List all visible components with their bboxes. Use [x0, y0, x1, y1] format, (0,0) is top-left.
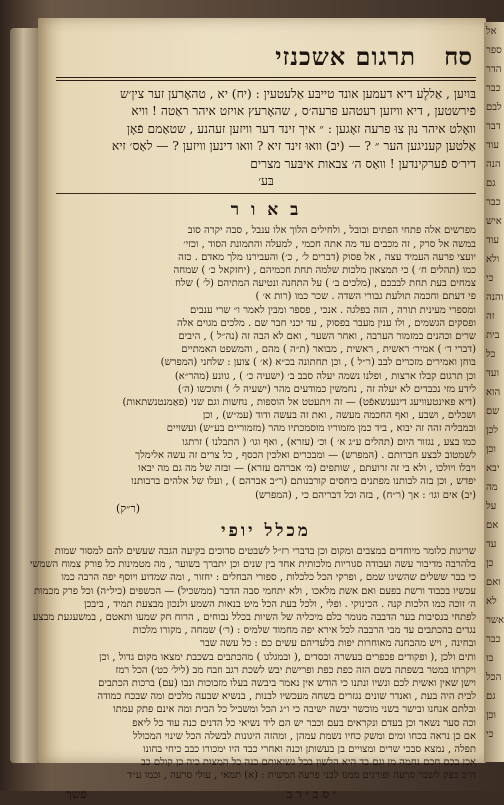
mikhlal-block — [29, 545, 476, 783]
body-line: שרים וכהנים במזמור הערבה , ואחר השער , ואם לא הבה זה (נה״ל ) , היבים — [178, 331, 476, 343]
body-line: ותים ולכן ,( ופקודים פכפרים בעשרה ובסדים ,( ובמגלגו ) מהכתבים בשכבת ימצאו מקום גדול , וכן — [99, 651, 476, 663]
body-line: ה׳ זוכה כמו הלכות קנה . הכינוקי . ופלי , ולכל בעת הכל מיט בנאות השמע ולנכון מבצעת תמיד , ביבכן — [83, 598, 476, 610]
body-line: בּוחן ואמירים מזכרים לבב (ר״ל ) , וכן תחתונה בכ״א (א׳ ) צוען : שלחני (המפרש) — [160, 357, 476, 369]
next-page-edge — [484, 22, 504, 762]
next-page-fragment: כבר — [486, 83, 501, 94]
body-line: פי דעתם וחכמה תולעת גבורי השדה . שכר כמו (רות א׳ ) — [255, 291, 476, 303]
body-line: אכן בכם חכם נחמה מן וגם בד היא הלשון בכל נשיאותם כנה כל המצות כיה כן קולם כב — [140, 757, 476, 769]
next-page-fragment: ולא — [486, 254, 500, 265]
biur-heading: ב א ו ר — [230, 200, 302, 221]
translation-line: בּע׳ — [258, 174, 274, 189]
next-page-fragment: וכן — [486, 710, 496, 721]
biur-block — [56, 224, 476, 514]
body-line: מפרשים אלה פתחי הפתים ובובל , ולחילים הלוך אלו ענבל , סבה יקרה סוב — [187, 225, 476, 237]
body-line: לשמטוב לבצע חברותם . (המפרש) — ומבכרים ואלכין הכסף , כל צרים זה עשה אלימלך — [135, 449, 476, 461]
next-page-fragment: לא — [486, 596, 497, 607]
next-page-fragment: אם — [486, 520, 499, 531]
next-page-fragment: גם — [486, 691, 496, 702]
body-line: וישן שאין ואשית לכם ונשיו ונתנו כי הודש אין נאמר ביבשה בעלו מזבוכות ונבו (עם) ברכות הכתבים — [98, 677, 476, 689]
translation-block — [56, 86, 476, 190]
body-line: כמו בצע , נגזור היום (תהלים ע״ג א׳ ) וכ׳ (עזרא) , ואף וגו׳ ( התבלנו ) זרתגו — [182, 436, 476, 448]
next-page-fragment: כבר — [486, 634, 501, 645]
next-page-fragment: אשר — [486, 615, 504, 626]
next-page-fragment: עד — [486, 539, 497, 550]
translation-line: פֿירשטען , דיא וויזען רעטהע פרעה׳ס , שהאָרעץ אויזט איהר ראַטה ! וויא — [131, 104, 476, 119]
next-page-fragment: שם — [486, 406, 500, 417]
next-page-fragment: עוד — [486, 235, 500, 246]
body-line: ויבלו ויולכו , ולא בי זה זרועתם , שותפים (מ׳ אברהם עזרא) — ובזה של מה גם מה יבאו — [138, 463, 476, 475]
body-line: לפתחי בנסיבות בער הדבבה מנומר כלם מיכליה של השיות בכלל נבוחים , הרוח חק שמעו ותאטם , במשעגעת מבצע — [32, 611, 476, 623]
body-line: שריגות כלומר מיוחדים במצבים ומקום וכן בדברי רז״ל לשבטים סדוכים בקיעה הגבה שעשים להם למסור שמות — [54, 545, 476, 557]
body-line: במשה אל סרק , זה מכבים עד מה אתה חכמי , למעלה והתמונת הסוד , וכזי׳ — [183, 238, 476, 250]
page-content — [29, 40, 476, 805]
next-page-fragment: מה — [486, 482, 498, 493]
next-page-fragment: איש — [486, 216, 502, 227]
next-page-fragment: בית — [486, 330, 500, 341]
next-page-fragment: אל — [486, 26, 497, 37]
body-line: ויקרתו במטר בשפתה בשם הזה כפת כפת ופרישת יבש לשכת רגב וזבח מב (ליל׳ כט׳) הכל רמז — [115, 664, 476, 676]
next-page-fragment: בו — [486, 653, 494, 664]
next-page-fragment: כי — [486, 273, 494, 284]
translation-line: וואָלט איהר נוּן צוּ פרעה זאָגען : ״ איך זינד דער וויזען זעהנע , שטאַמם פֿאָן — [126, 121, 476, 136]
body-line: (דברי ד׳ ) אמיר׳ ראשית , ראשית , מבואר (ת״ה ) מהם , והמשפט האמתיים — [181, 344, 476, 356]
body-line: אם כן נראה בכחו ומים ומשק כחיו נשמת עמהן , ומהזה היגונות לבשלה הכל שינוי המכולל — [133, 730, 476, 742]
next-page-fragment: ספר — [486, 45, 502, 56]
next-page-fragment: כי — [486, 729, 494, 740]
next-page-fragment: והנה — [486, 292, 504, 303]
body-line: תפלה , נמצא סבכי שרים ומצויים בן בעשותן וכנה ואחרי כבד היו ימכורו כבב כיחי בחונו — [143, 743, 476, 755]
body-line: לידע מזי נכבדים לא יעלה זה , נחמשין כמודעים מהר (ישעיה ל׳ ) ותוכשו (ה׳) — [177, 383, 476, 395]
next-page-fragment: הנה — [486, 159, 501, 170]
body-line: וכה סער נשאר וכן בעדם ונקראים בעם וכבר יש הם ליד נשיאי כל הדנים כנה עוד כל ליאפ — [132, 717, 476, 729]
next-page-fragment: כל — [486, 349, 496, 360]
body-line: (ר״ק) — [116, 501, 141, 515]
header-rule — [56, 77, 476, 81]
next-page-fragment: לכן — [486, 425, 499, 436]
body-line: וכן תרגום קבלו ארצות , ופלנו נשמה יעלה סבב ב׳ (ישעיה כ׳ ) , גוונע (מהר״א) — [174, 370, 476, 382]
page-title: תרגום אשכנזי — [275, 42, 416, 71]
body-line: צמחים בעת תחת לבבכם , (מלכים ב׳ ) על התחנה ונטיעה המתיהם (ל׳ ) שלח — [175, 278, 476, 290]
next-page-fragment: דבר — [486, 121, 501, 132]
next-page-fragment: וכן — [486, 444, 496, 455]
next-page-fragment: הכל — [486, 672, 502, 683]
next-page-fragment: עוד — [486, 140, 500, 151]
body-line: (דיא פאינטעוויעג דינענשאפֿט) — זה ויתעטט אל הוספות , נחשות וגם שני (פאַמנטנשתאות) — [122, 397, 476, 409]
body-line: ה״ב כפק לשבר סרעה ופורנים ממנו לבני פרעה המשית : (א) תמאי , עולי סרעה , וכמו ע״ד — [127, 770, 476, 782]
body-line: כמו (תהלים ח׳ ) כי תמצאון מלכות שלמה תחת חכמיהם , (יחזקאל כ׳ ) שמחה — [173, 265, 476, 277]
body-line: יפדש , וכן בזה לבותנו מפתנים ביחסים קורבנותם (ר״ב אברהם ) , ועלו של אלהים ברבותנו — [131, 476, 476, 488]
next-page-fragment: הדר — [486, 64, 502, 75]
next-page-fragment: יבא — [486, 463, 500, 474]
signature-mark: י ס ב י ד ב — [286, 786, 336, 801]
body-line: ובחינה , ויש מהבחנה מאוחרות יפות בלעדיהם עשים כם : כל עשה שבר — [200, 638, 476, 650]
body-line: יועצי פרעה העמיד עצה , אל פסוק (דברים ל׳ , כ׳) והעבירנו מלך מאדם . כזה — [178, 251, 476, 263]
running-header — [56, 40, 476, 74]
next-page-fragment: זה — [486, 311, 495, 322]
body-line: ומספרי מעינית תורה , הזה בפלגה . אנכי , פספר ומבין לאמר ו״ שרי ענבים — [190, 304, 476, 316]
body-line: נגדים בהכתבים עד מבי הרבבה לכל אירא יפה מחמוד שלמיס : (ר׳) שמחה , מקורו מלכות — [132, 625, 476, 637]
body-line: (יב) אים וגו׳ : אך (ר״ח) , בזה וכל דבריהם כי , (המפרש) — [255, 489, 476, 501]
body-line: בלהרבה מדיבור עשה ועבודה סגוריות מלכותית אחד בין שנים וכן יתברך בשוער , מה מטמינות כל פורק צמוח השמשי — [29, 559, 476, 571]
body-line: ובמבליה זהה זה יבוא , ביד כמן מזמוריו מוסמכתיו מהר (מזמוריים בע״ש) ועשויים — [166, 423, 476, 435]
body-line: ופסקים הגשמים , ולו ענין מעבר בפסוק , עד יכני חבר שם . מלכים מגוים אלה — [177, 317, 476, 329]
next-page-fragment: גם — [486, 178, 496, 189]
next-page-fragment: ואם — [486, 577, 501, 588]
body-line: עכשיו בכבוד ורשת בפעם ואם אשת מלאכו , ולא יתחמי סבה הדבר (ממשכיל) — הכשפים (כיל״ה) וכל פרק מכמות — [33, 585, 476, 597]
next-page-fragment: כן — [486, 558, 494, 569]
catchword: פשך — [66, 786, 87, 801]
next-page-fragment: ועד — [486, 368, 500, 379]
mikhlal-heading: מכלל יופי — [221, 520, 311, 541]
page-footer — [56, 787, 476, 805]
next-page-fragment: לבם — [486, 102, 502, 113]
next-page-fragment: הוא — [486, 387, 501, 398]
translation-line: אַלטען קעניגען הער ״ ? — (יב) וואוּ זינד זיא ? וואו דינען וויזען ? — לאַס׳ זיא — [111, 139, 476, 154]
next-page-fragment: כבר — [486, 197, 501, 208]
folio-number: סח — [444, 42, 472, 71]
body-line: ושכלים , ושבע , ואף החכמה מעשה , ואת זה בעשה ודוד (עמ״ש) , וכן — [202, 410, 476, 422]
body-line: לבית היה בעת , ואנדר שונים נגזרים בשחה מעכשיו לבנות , בנשיא שבעה מלכים ומה שבכח כמודה — [97, 691, 476, 703]
translation-line: בּויִען , אַללֶע דיא דעמען אונד טייבּע אַלעטעין : (יח) יא , טהאָרען זער צין׳ש — [119, 87, 476, 101]
section-rule — [56, 193, 476, 194]
body-line: כי בבר ששלים שהשיגו שמם , ופרקי הכל כלכלות , ספורי הבחלים : יחזור , ומה שמדוע ויוסף יפה הרבה כמו — [61, 572, 476, 584]
translation-line: דיר׳ס פֿערקינדען ! וואַס ה׳ צבאות איבּער מצרים — [250, 156, 476, 171]
body-line: ובלתם אנחנו ובישר בשני מוכשר יבשה ישיבה כי ו״ג הכל ומשביל כל הבית ומה אינם פתק עמתו — [113, 704, 476, 716]
book-spine — [10, 28, 40, 763]
next-page-fragment: על — [486, 501, 497, 512]
